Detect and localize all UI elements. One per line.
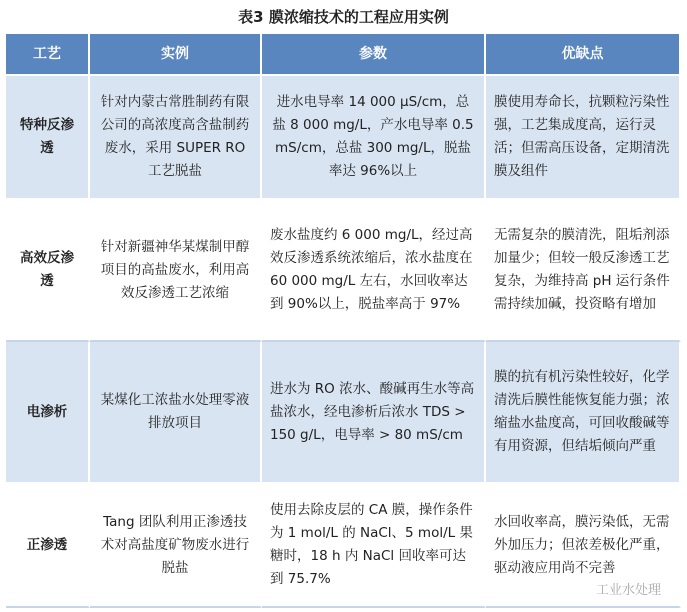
cell-pros-cons: 膜的抗有机污染性较好，化学清洗后膜性能恢复能力强；浓缩盐水盐度高，可回收酸碱等有用资源，但结垢倾向严重 xyxy=(486,342,681,484)
cell-process: 特种反渗透 xyxy=(6,76,90,200)
header-params: 参数 xyxy=(262,34,486,76)
header-example: 实例 xyxy=(90,34,262,76)
header-process: 工艺 xyxy=(6,34,90,76)
cell-process: 电渗析 xyxy=(6,342,90,484)
header-pros-cons: 优缺点 xyxy=(486,34,681,76)
cell-params: 进水电导率 14 000 µS/cm，总盐 8 000 mg/L，产水电导率 0.5 mS/cm，总盐 300 mg/L，脱盐率达 96%以上 xyxy=(262,76,486,200)
table-caption: 表3 膜浓缩技术的工程应用实例 xyxy=(238,8,449,26)
cell-process: 高效反渗透 xyxy=(6,200,90,342)
cell-pros-cons: 膜使用寿命长，抗颗粒污染性强，工艺集成度高，运行灵活；但需高压设备，定期清洗膜及组件 xyxy=(486,76,681,200)
cell-example: 针对新疆神华某煤制甲醇项目的高盐废水，利用高效反渗透工艺浓缩 xyxy=(90,200,262,342)
table-row xyxy=(6,342,681,484)
cell-params: 使用去除皮层的 CA 膜，操作条件为 1 mol/L 的 NaCl、5 mol/L 果糖时，18 h 内 NaCl 回收率可达到 75.7% xyxy=(262,484,486,608)
watermark: 工业水处理 xyxy=(595,583,661,598)
cell-params: 进水为 RO 浓水、酸碱再生水等高盐浓水，经电渗析后浓水 TDS > 150 g/L，电导率 > 80 mS/cm xyxy=(262,342,486,484)
cell-pros-cons-text: 水回收率高，膜污染低，无需外加压力；但浓差极化严重，驱动液应用尚不完善 xyxy=(494,513,670,576)
cell-pros-cons xyxy=(486,484,681,608)
cell-example: 针对内蒙古常胜制药有限公司的高浓度高含盐制药废水，采用 SUPER RO 工艺脱盐 xyxy=(90,76,262,200)
membrane-table xyxy=(6,34,681,608)
cell-process: 正渗透 xyxy=(6,484,90,608)
cell-example: Tang 团队利用正渗透技术对高盐度矿物废水进行脱盐 xyxy=(90,484,262,608)
cell-pros-cons: 无需复杂的膜清洗，阻垢剂添加量少；但较一般反渗透工艺复杂，为维持高 pH 运行条件需持续加碱，投资略有增加 xyxy=(486,200,681,342)
table-row xyxy=(6,200,681,342)
table-row xyxy=(6,76,681,200)
cell-example: 某煤化工浓盐水处理零液排放项目 xyxy=(90,342,262,484)
cell-params: 废水盐度约 6 000 mg/L，经过高效反渗透系统浓缩后，浓水盐度在 60 000 mg/L 左右，水回收率达到 90%以上，脱盐率高于 97% xyxy=(262,200,486,342)
table-row xyxy=(6,484,681,608)
